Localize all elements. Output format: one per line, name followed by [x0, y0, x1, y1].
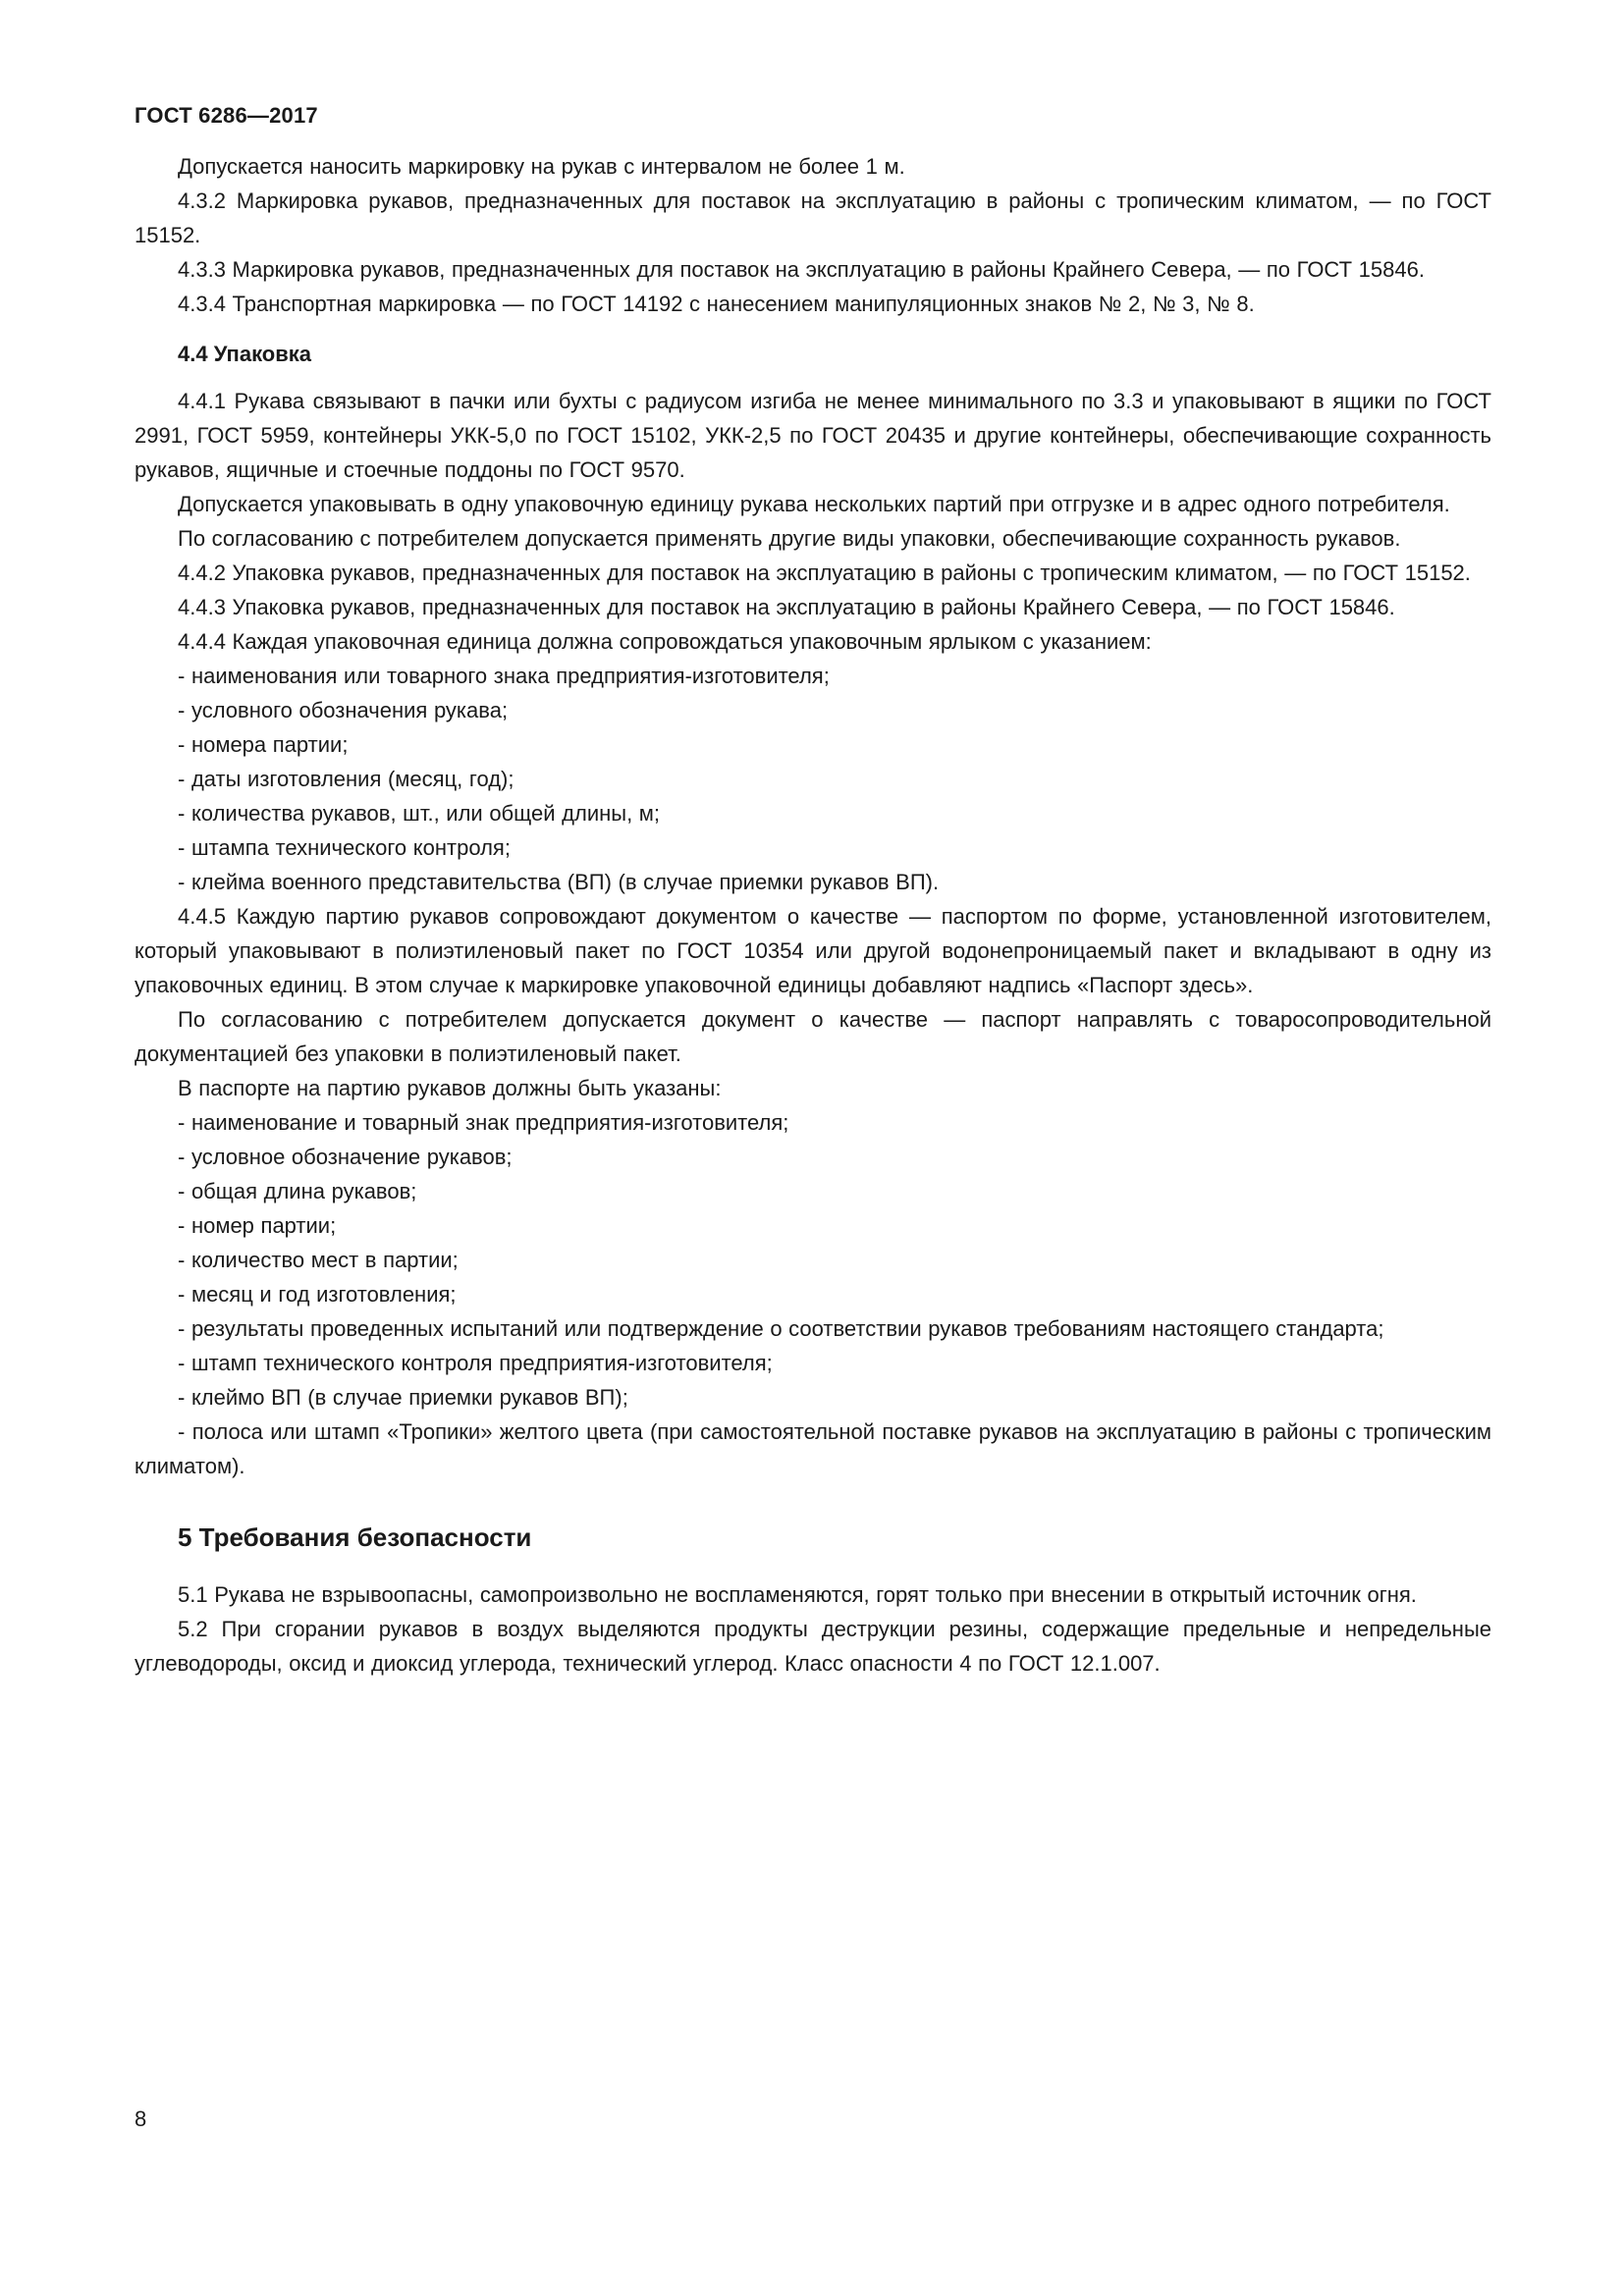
paragraph: 4.3.4 Транспортная маркировка — по ГОСТ 14192 с нанесением манипуляционных знаков № 2, № 3, № 8.: [178, 292, 1255, 316]
paragraph: 5.1 Рукава не взрывоопасны, самопроизвольно не воспламеняются, горят только при внесении в открытый источник огня.: [178, 1582, 1417, 1607]
list-item: - количество мест в партии;: [178, 1248, 459, 1272]
paragraph: По согласованию с потребителем допускается документ о качестве — паспорт направлять с товаросопроводительной документацией без упаковки в полиэтиленовый пакет.: [135, 1007, 1491, 1066]
list-item: - штампа технического контроля;: [178, 835, 511, 860]
list-item: - полоса или штамп «Тропики» желтого цвета (при самостоятельной поставке рукавов на эксплуатацию в районы с тропическим климатом).: [135, 1419, 1491, 1478]
paragraph: 4.3.3 Маркировка рукавов, предназначенных для поставок на эксплуатацию в районы Крайнего Севера, — по ГОСТ 15846.: [178, 257, 1425, 282]
paragraph: 4.3.2 Маркировка рукавов, предназначенных для поставок на эксплуатацию в районы с тропическим климатом, — по ГОСТ 15152.: [135, 188, 1491, 247]
list-item: - клеймо ВП (в случае приемки рукавов ВП);: [178, 1385, 628, 1410]
paragraph: Допускается наносить маркировку на рукав с интервалом не более 1 м.: [178, 154, 905, 179]
paragraph: 4.4.4 Каждая упаковочная единица должна сопровождаться упаковочным ярлыком с указанием:: [178, 629, 1152, 654]
paragraph: По согласованию с потребителем допускается применять другие виды упаковки, обеспечивающие сохранность рукавов.: [178, 526, 1401, 551]
list-item: - наименование и товарный знак предприятия-изготовителя;: [178, 1110, 789, 1135]
paragraph: 4.4.2 Упаковка рукавов, предназначенных для поставок на эксплуатацию в районы с тропическим климатом, — по ГОСТ 15152.: [178, 561, 1471, 585]
section-heading: 5 Требования безопасности: [178, 1522, 532, 1552]
paragraph: 4.4.5 Каждую партию рукавов сопровождают документом о качестве — паспортом по форме, установленной изготовителем, который упаковывают в полиэтиленовый пакет по ГОСТ 10354 или другой водонепроницаемый пакет и вкладывают в одну из упаковочных единиц. В этом случае к маркировке упаковочной единицы добавляют надпись «Паспорт здесь».: [135, 904, 1491, 997]
document-header: ГОСТ 6286—2017: [135, 103, 318, 128]
list-item: - наименования или товарного знака предприятия-изготовителя;: [178, 664, 830, 688]
paragraph: В паспорте на партию рукавов должны быть указаны:: [178, 1076, 722, 1100]
subsection-heading: 4.4 Упаковка: [178, 342, 311, 366]
document-body: [135, 149, 1491, 1681]
list-item: - количества рукавов, шт., или общей длины, м;: [178, 801, 661, 826]
page-number: 8: [135, 2107, 147, 2131]
paragraph: Допускается упаковывать в одну упаковочную единицу рукава нескольких партий при отгрузке и в адрес одного потребителя.: [178, 492, 1450, 516]
list-item: - общая длина рукавов;: [178, 1179, 417, 1203]
list-item: - результаты проведенных испытаний или подтверждение о соответствии рукавов требованиям настоящего стандарта;: [178, 1316, 1384, 1341]
list-item: - условного обозначения рукава;: [178, 698, 509, 722]
list-item: - даты изготовления (месяц, год);: [178, 767, 514, 791]
paragraph: 5.2 При сгорании рукавов в воздух выделяются продукты деструкции резины, содержащие предельные и непредельные углеводороды, оксид и диоксид углерода, технический углерод. Класс опасности 4 по ГОСТ 12.1.007.: [135, 1617, 1491, 1676]
list-item: - номера партии;: [178, 732, 349, 757]
list-item: - клейма военного представительства (ВП) (в случае приемки рукавов ВП).: [178, 870, 940, 894]
paragraph: 4.4.1 Рукава связывают в пачки или бухты с радиусом изгиба не менее минимального по 3.3 и упаковывают в ящики по ГОСТ 2991, ГОСТ 5959, контейнеры УКК-5,0 по ГОСТ 15102, УКК-2,5 по ГОСТ 20435 и другие контейнеры, обеспечивающие сохранность рукавов, ящичные и стоечные поддоны по ГОСТ 9570.: [135, 389, 1491, 482]
list-item: - штамп технического контроля предприятия-изготовителя;: [178, 1351, 773, 1375]
list-item: - условное обозначение рукавов;: [178, 1145, 513, 1169]
paragraph: 4.4.3 Упаковка рукавов, предназначенных для поставок на эксплуатацию в районы Крайнего Севера, — по ГОСТ 15846.: [178, 595, 1395, 619]
list-item: - номер партии;: [178, 1213, 337, 1238]
document-content: [135, 103, 1491, 1681]
list-item: - месяц и год изготовления;: [178, 1282, 457, 1307]
